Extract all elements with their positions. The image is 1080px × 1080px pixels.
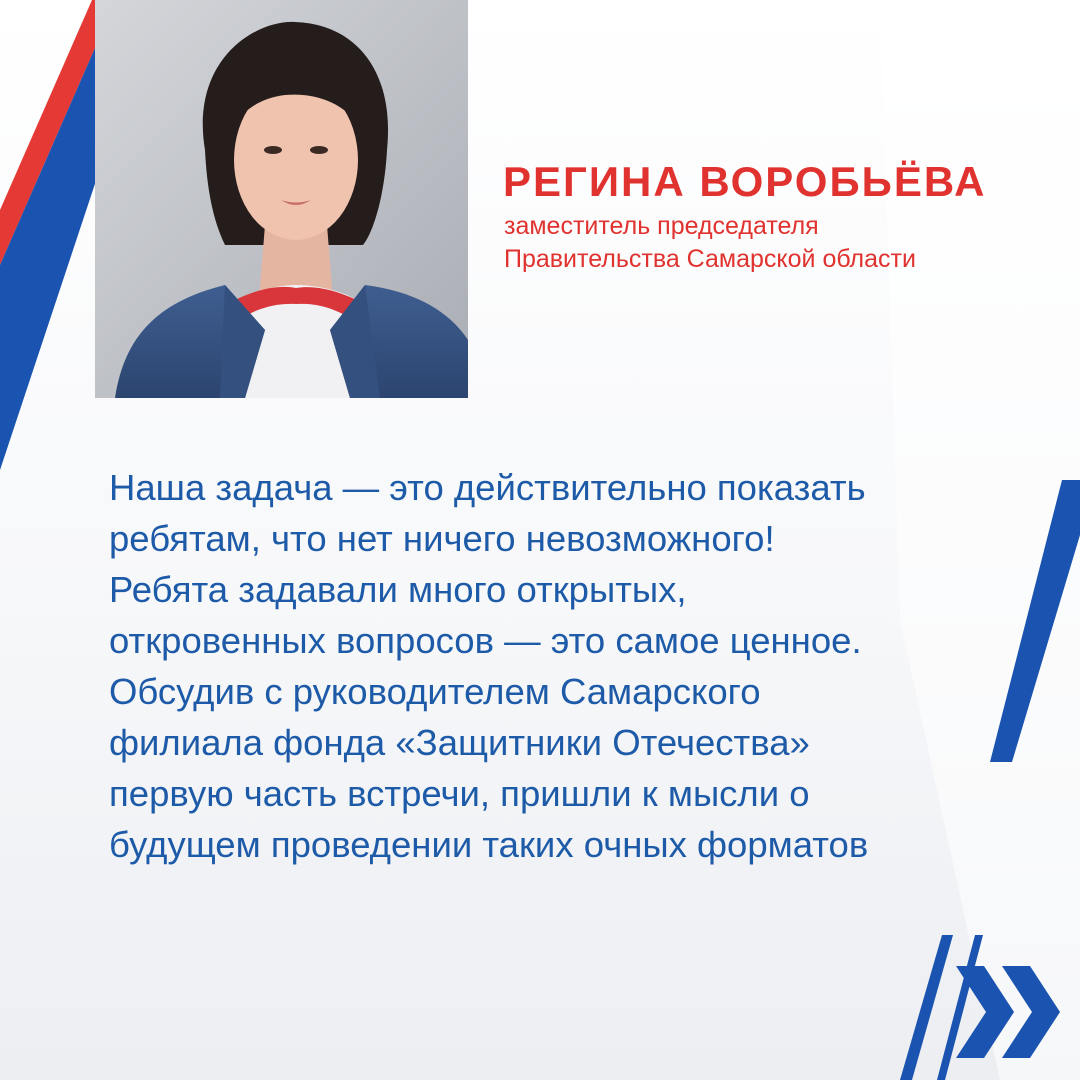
quote-text <box>109 462 969 870</box>
speaker-position <box>504 210 916 276</box>
quote-line: первую часть встречи, пришли к мысли о <box>109 773 810 814</box>
quote-line: будущем проведении таких очных форматов <box>109 824 869 865</box>
quote-line: ребятам, что нет ничего невозможного! <box>109 518 775 559</box>
speaker-photo <box>95 0 468 398</box>
quote-line: откровенных вопросов — это самое ценное. <box>109 620 862 661</box>
speaker-name: РЕГИНА ВОРОБЬЁВА <box>503 158 987 205</box>
quote-line: филиала фонда «Защитники Отечества» <box>109 722 810 763</box>
quote-line: Ребята задавали много открытых, <box>109 569 687 610</box>
speaker-position-line: заместитель председателя <box>504 212 819 240</box>
quote-line: Наша задача — это действительно показать <box>109 467 866 508</box>
speaker-position-line: Правительства Самарской области <box>504 245 916 273</box>
double-chevron-right-icon[interactable] <box>948 962 1066 1062</box>
quote-line: Обсудив с руководителем Самарского <box>109 671 761 712</box>
